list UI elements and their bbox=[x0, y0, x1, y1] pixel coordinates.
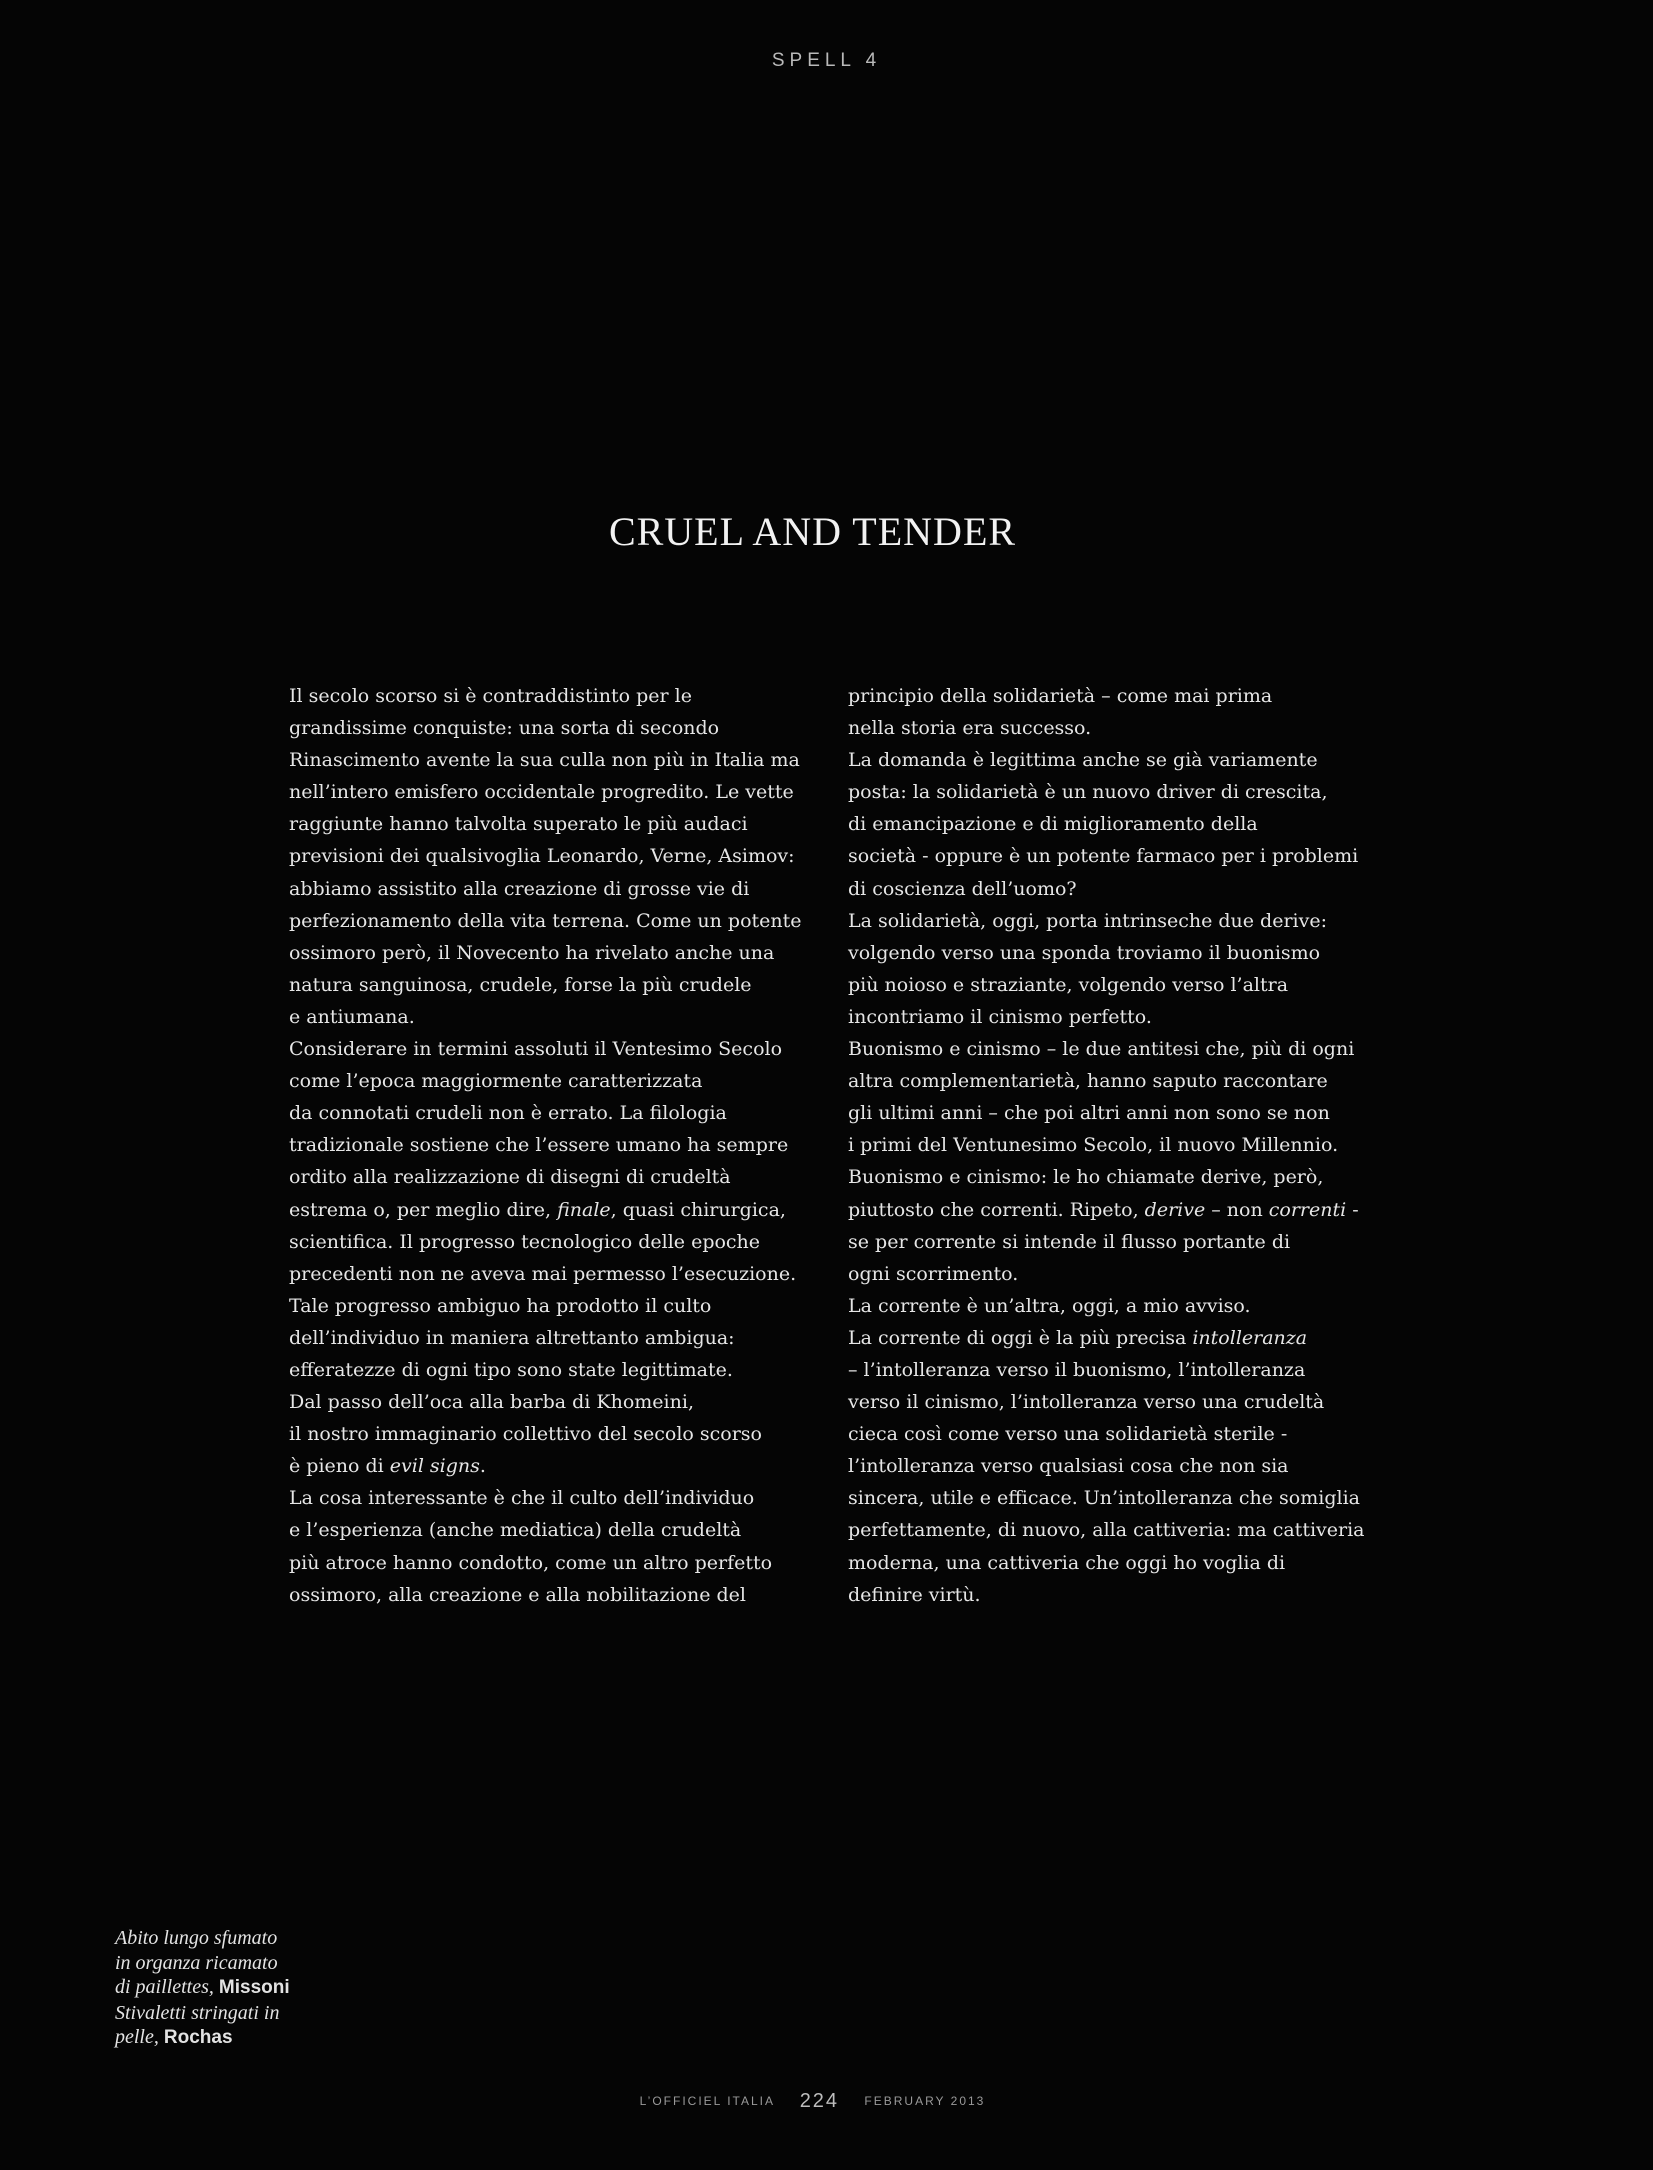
text-line: il nostro immaginario collettivo del secolo scorso bbox=[289, 1423, 762, 1446]
text-line: gli ultimi anni – che poi altri anni non sono se non bbox=[848, 1102, 1330, 1125]
text-line: efferatezze di ogni tipo sono state legittimate. bbox=[289, 1358, 733, 1381]
text-line: società - oppure è un potente farmaco per i problemi bbox=[848, 845, 1359, 868]
text-line: dell’individuo in maniera altrettanto ambigua: bbox=[289, 1326, 735, 1349]
text-line: ordito alla realizzazione di disegni di crudeltà bbox=[289, 1166, 731, 1189]
text-line: La domanda è legittima anche se già variamente bbox=[848, 749, 1318, 772]
text-line: La cosa interessante è che il culto dell’individuo bbox=[289, 1487, 755, 1510]
text-line: di coscienza dell’uomo? bbox=[848, 877, 1077, 900]
text-line: altra complementarietà, hanno saputo raccontare bbox=[848, 1070, 1328, 1093]
text-line: cieca così come verso una solidarietà sterile - bbox=[848, 1423, 1288, 1446]
text-line: ogni scorrimento. bbox=[848, 1262, 1019, 1285]
caption-line: in organza ricamato bbox=[115, 1951, 278, 1974]
text-line: grandissime conquiste: una sorta di secondo bbox=[289, 717, 720, 740]
footer-date: FEBRUARY 2013 bbox=[864, 2094, 986, 2108]
text-line: Buonismo e cinismo – le due antitesi che, più di ogni bbox=[848, 1038, 1355, 1061]
text-line: La corrente di oggi è la più precisa intolleranza bbox=[848, 1326, 1308, 1349]
text-line: e l’esperienza (anche mediatica) della crudeltà bbox=[289, 1519, 742, 1542]
footer-magazine: L’OFFICIEL ITALIA bbox=[639, 2094, 775, 2108]
text-line: piuttosto che correnti. Ripeto, derive – non correnti - bbox=[848, 1198, 1359, 1221]
text-line: nella storia era successo. bbox=[848, 717, 1092, 740]
text-line: Dal passo dell’oca alla barba di Khomeini, bbox=[289, 1391, 694, 1414]
text-line: estrema o, per meglio dire, finale, quasi chirurgica, bbox=[289, 1198, 786, 1221]
article-column-right bbox=[848, 680, 1368, 1611]
text-line: incontriamo il cinismo perfetto. bbox=[848, 1005, 1152, 1028]
text-line: nell’intero emisfero occidentale progredito. Le vette bbox=[289, 781, 794, 804]
text-line: i primi del Ventunesimo Secolo, il nuovo Millennio. bbox=[848, 1134, 1339, 1157]
text-line: e antiumana. bbox=[289, 1005, 415, 1028]
text-line: abbiamo assistito alla creazione di grosse vie di bbox=[289, 877, 750, 900]
text-line: se per corrente si intende il flusso portante di bbox=[848, 1230, 1291, 1253]
text-line: verso il cinismo, l’intolleranza verso una crudeltà bbox=[848, 1391, 1325, 1414]
text-line: è pieno di evil signs. bbox=[289, 1455, 486, 1478]
text-line: posta: la solidarietà è un nuovo driver di crescita, bbox=[848, 781, 1328, 804]
text-line: tradizionale sostiene che l’essere umano ha sempre bbox=[289, 1134, 789, 1157]
text-line: Rinascimento avente la sua culla non più in Italia ma bbox=[289, 749, 800, 772]
text-line: moderna, una cattiveria che oggi ho voglia di bbox=[848, 1551, 1286, 1574]
text-line: volgendo verso una sponda troviamo il buonismo bbox=[848, 941, 1321, 964]
caption-line: Abito lungo sfumato bbox=[115, 1927, 278, 1949]
text-line: come l’epoca maggiormente caratterizzata bbox=[289, 1070, 703, 1093]
text-line: più noioso e straziante, volgendo verso l’altra bbox=[848, 973, 1289, 996]
caption-line: Stivaletti stringati in bbox=[115, 2001, 280, 2024]
text-line: – l’intolleranza verso il buonismo, l’intolleranza bbox=[848, 1358, 1306, 1381]
text-line: scientifica. Il progresso tecnologico delle epoche bbox=[289, 1230, 761, 1253]
text-line: perfettamente, di nuovo, alla cattiveria: ma cattiveria bbox=[848, 1519, 1365, 1542]
photo-caption bbox=[115, 1926, 335, 2051]
caption-line: di paillettes, bbox=[115, 1976, 214, 1999]
text-line: di emancipazione e di miglioramento della bbox=[848, 813, 1258, 836]
text-line: l’intolleranza verso qualsiasi cosa che non sia bbox=[848, 1455, 1289, 1478]
text-line: Tale progresso ambiguo ha prodotto il culto bbox=[289, 1294, 712, 1317]
page-footer bbox=[0, 2090, 1625, 2113]
section-label: SPELL 4 bbox=[771, 50, 882, 71]
text-line: Il secolo scorso si è contraddistinto per le bbox=[289, 685, 692, 707]
text-line: Buonismo e cinismo: le ho chiamate derive, però, bbox=[848, 1166, 1324, 1189]
caption-brand: Rochas bbox=[163, 2027, 233, 2049]
text-line: perfezionamento della vita terrena. Come un potente bbox=[289, 909, 802, 932]
text-line: previsioni dei qualsivoglia Leonardo, Verne, Asimov: bbox=[289, 845, 795, 868]
text-line: raggiunte hanno talvolta superato le più audaci bbox=[289, 813, 748, 836]
text-line: Considerare in termini assoluti il Ventesimo Secolo bbox=[289, 1038, 783, 1061]
article-title: CRUEL AND TENDER bbox=[608, 509, 1017, 554]
text-line: da connotati crudeli non è errato. La filologia bbox=[289, 1102, 727, 1125]
caption-brand: Missoni bbox=[218, 1977, 290, 1999]
text-line: La corrente è un’altra, oggi, a mio avviso. bbox=[848, 1294, 1251, 1317]
text-line: sincera, utile e efficace. Un’intolleranza che somiglia bbox=[848, 1487, 1360, 1510]
article-column-left bbox=[289, 680, 809, 1611]
text-line: ossimoro, alla creazione e alla nobilitazione del bbox=[289, 1583, 746, 1606]
text-line: più atroce hanno condotto, come un altro perfetto bbox=[289, 1551, 773, 1574]
page-number: 224 bbox=[799, 2090, 840, 2112]
text-line: precedenti non ne aveva mai permesso l’esecuzione. bbox=[289, 1262, 797, 1285]
text-line: ossimoro però, il Novecento ha rivelato anche una bbox=[289, 941, 775, 964]
caption-line: pelle, bbox=[115, 2026, 159, 2049]
text-line: definire virtù. bbox=[848, 1583, 981, 1606]
text-line: principio della solidarietà – come mai prima bbox=[848, 685, 1273, 707]
text-line: natura sanguinosa, crudele, forse la più crudele bbox=[289, 973, 752, 996]
text-line: La solidarietà, oggi, porta intrinseche due derive: bbox=[848, 909, 1327, 932]
